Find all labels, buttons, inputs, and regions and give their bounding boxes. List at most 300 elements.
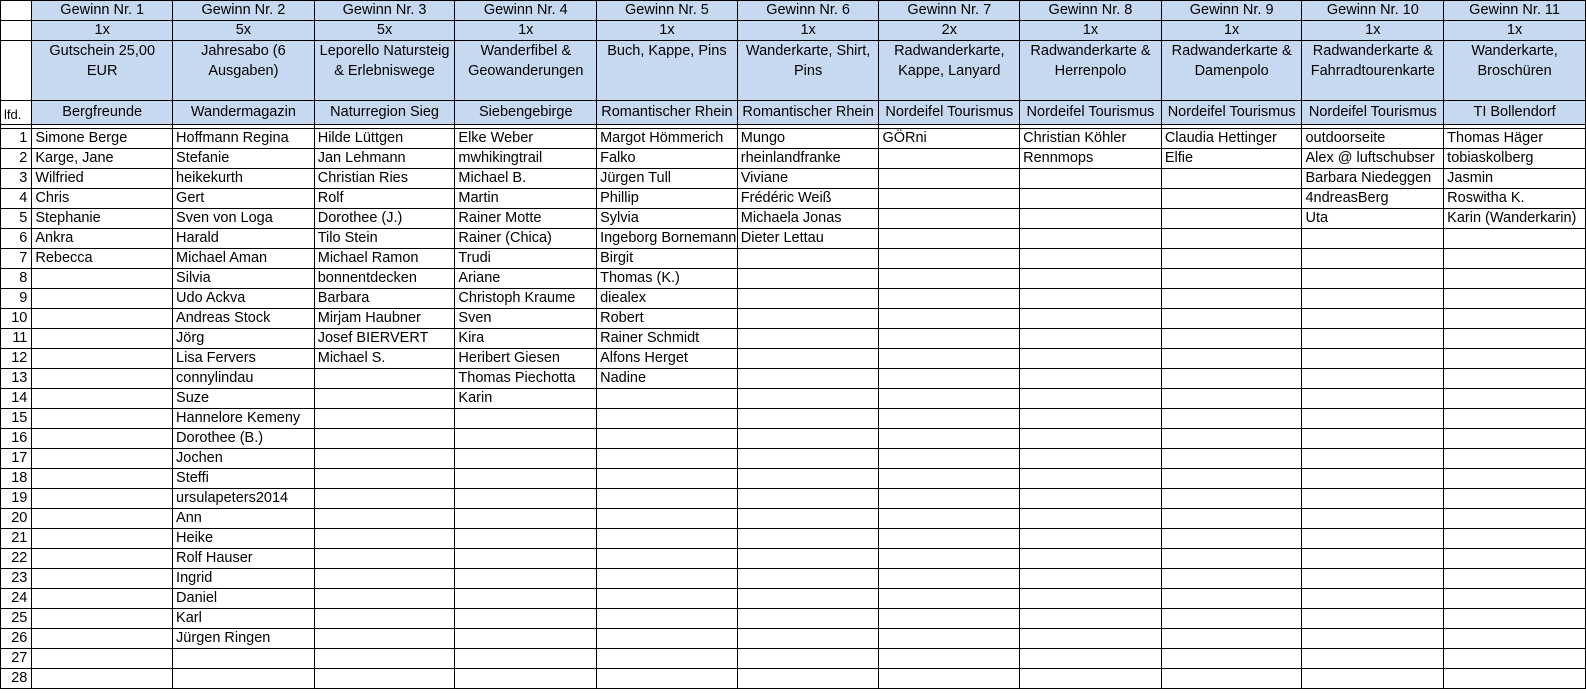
participant-name-cell[interactable]: Heribert Giesen <box>455 349 597 369</box>
participant-name-cell[interactable]: Karin <box>455 389 597 409</box>
row-number[interactable]: 18 <box>1 469 32 489</box>
prize-description-cell[interactable]: Wanderkarte, Broschüren <box>1444 41 1586 101</box>
participant-name-cell[interactable] <box>879 249 1020 269</box>
participant-name-cell[interactable]: mwhikingtrail <box>455 149 597 169</box>
participant-name-cell[interactable] <box>1020 609 1162 629</box>
participant-name-cell[interactable] <box>879 349 1020 369</box>
participant-name-cell[interactable] <box>597 669 738 689</box>
participant-name-cell[interactable] <box>597 569 738 589</box>
participant-name-cell[interactable] <box>1302 429 1444 449</box>
participant-name-cell[interactable] <box>737 469 879 489</box>
prize-count-cell[interactable]: 1x <box>1020 21 1162 41</box>
participant-name-cell[interactable] <box>737 549 879 569</box>
participant-name-cell[interactable]: Rolf <box>314 189 455 209</box>
participant-name-cell[interactable] <box>455 669 597 689</box>
participant-name-cell[interactable] <box>1302 289 1444 309</box>
participant-name-cell[interactable] <box>1444 369 1586 389</box>
participant-name-cell[interactable]: Michaela Jonas <box>737 209 879 229</box>
participant-name-cell[interactable] <box>32 629 173 649</box>
participant-name-cell[interactable] <box>32 449 173 469</box>
participant-name-cell[interactable]: Wilfried <box>32 169 173 189</box>
participant-name-cell[interactable] <box>1302 589 1444 609</box>
participant-name-cell[interactable] <box>1161 289 1302 309</box>
participant-name-cell[interactable] <box>1444 449 1586 469</box>
participant-name-cell[interactable] <box>1020 309 1162 329</box>
participant-name-cell[interactable]: rheinlandfranke <box>737 149 879 169</box>
participant-name-cell[interactable] <box>737 409 879 429</box>
participant-name-cell[interactable] <box>879 649 1020 669</box>
participant-name-cell[interactable]: Jürgen Tull <box>597 169 738 189</box>
participant-name-cell[interactable] <box>1161 649 1302 669</box>
participant-name-cell[interactable]: Steffi <box>173 469 315 489</box>
prize-description-cell[interactable]: Leporello Natursteig & Erlebniswege <box>314 41 455 101</box>
participant-name-cell[interactable] <box>1302 409 1444 429</box>
participant-name-cell[interactable] <box>879 329 1020 349</box>
participant-name-cell[interactable] <box>879 669 1020 689</box>
prize-count-cell[interactable]: 1x <box>455 21 597 41</box>
participant-name-cell[interactable] <box>1020 629 1162 649</box>
participant-name-cell[interactable]: Michael Aman <box>173 249 315 269</box>
participant-name-cell[interactable] <box>1020 589 1162 609</box>
participant-name-cell[interactable]: Sven von Loga <box>173 209 315 229</box>
participant-name-cell[interactable]: Robert <box>597 309 738 329</box>
participant-name-cell[interactable] <box>455 469 597 489</box>
row-number[interactable]: 14 <box>1 389 32 409</box>
participant-name-cell[interactable] <box>737 309 879 329</box>
participant-name-cell[interactable] <box>32 549 173 569</box>
row-number[interactable]: 28 <box>1 669 32 689</box>
prize-description-cell[interactable]: Radwanderkarte, Kappe, Lanyard <box>879 41 1020 101</box>
participant-name-cell[interactable] <box>314 489 455 509</box>
row-number[interactable]: 2 <box>1 149 32 169</box>
participant-name-cell[interactable] <box>32 369 173 389</box>
participant-name-cell[interactable] <box>1020 349 1162 369</box>
participant-name-cell[interactable]: Christoph Kraume <box>455 289 597 309</box>
participant-name-cell[interactable]: Daniel <box>173 589 315 609</box>
participant-name-cell[interactable] <box>1302 629 1444 649</box>
participant-name-cell[interactable] <box>1161 269 1302 289</box>
participant-name-cell[interactable] <box>32 609 173 629</box>
participant-name-cell[interactable] <box>173 649 315 669</box>
participant-name-cell[interactable] <box>1020 649 1162 669</box>
participant-name-cell[interactable] <box>455 529 597 549</box>
participant-name-cell[interactable] <box>173 669 315 689</box>
participant-name-cell[interactable] <box>1020 569 1162 589</box>
row-number[interactable]: 8 <box>1 269 32 289</box>
participant-name-cell[interactable] <box>32 409 173 429</box>
participant-name-cell[interactable] <box>879 469 1020 489</box>
participant-name-cell[interactable]: Dorothee (B.) <box>173 429 315 449</box>
participant-name-cell[interactable] <box>597 549 738 569</box>
prize-count-cell[interactable]: 5x <box>173 21 315 41</box>
participant-name-cell[interactable]: Sven <box>455 309 597 329</box>
participant-name-cell[interactable] <box>32 289 173 309</box>
participant-name-cell[interactable] <box>879 409 1020 429</box>
prize-number-cell[interactable]: Gewinn Nr. 6 <box>737 1 879 21</box>
participant-name-cell[interactable]: Thomas Häger <box>1444 129 1586 149</box>
participant-name-cell[interactable]: Margot Hömmerich <box>597 129 738 149</box>
row-number[interactable]: 12 <box>1 349 32 369</box>
participant-name-cell[interactable]: Chris <box>32 189 173 209</box>
participant-name-cell[interactable]: Michael B. <box>455 169 597 189</box>
participant-name-cell[interactable] <box>1444 529 1586 549</box>
row-number[interactable]: 5 <box>1 209 32 229</box>
participant-name-cell[interactable] <box>1302 509 1444 529</box>
participant-name-cell[interactable]: Michael S. <box>314 349 455 369</box>
participant-name-cell[interactable]: diealex <box>597 289 738 309</box>
participant-name-cell[interactable] <box>1444 649 1586 669</box>
participant-name-cell[interactable] <box>314 469 455 489</box>
participant-name-cell[interactable] <box>1020 429 1162 449</box>
participant-name-cell[interactable] <box>1020 249 1162 269</box>
participant-name-cell[interactable] <box>597 529 738 549</box>
participant-name-cell[interactable] <box>1020 209 1162 229</box>
participant-name-cell[interactable] <box>879 389 1020 409</box>
participant-name-cell[interactable]: heikekurth <box>173 169 315 189</box>
participant-name-cell[interactable] <box>879 629 1020 649</box>
participant-name-cell[interactable] <box>1444 229 1586 249</box>
participant-name-cell[interactable]: Alex @ luftschubser <box>1302 149 1444 169</box>
participant-name-cell[interactable]: Stephanie <box>32 209 173 229</box>
participant-name-cell[interactable] <box>737 509 879 529</box>
participant-name-cell[interactable] <box>737 669 879 689</box>
participant-name-cell[interactable] <box>1161 329 1302 349</box>
participant-name-cell[interactable] <box>1302 529 1444 549</box>
participant-name-cell[interactable] <box>1302 549 1444 569</box>
participant-name-cell[interactable]: Martin <box>455 189 597 209</box>
participant-name-cell[interactable] <box>314 569 455 589</box>
participant-name-cell[interactable] <box>1161 249 1302 269</box>
participant-name-cell[interactable] <box>879 589 1020 609</box>
row-number[interactable]: 24 <box>1 589 32 609</box>
participant-name-cell[interactable] <box>314 409 455 429</box>
participant-name-cell[interactable] <box>1161 169 1302 189</box>
sponsor-cell[interactable]: Wandermagazin <box>173 101 315 125</box>
participant-name-cell[interactable]: Thomas (K.) <box>597 269 738 289</box>
participant-name-cell[interactable]: bonnentdecken <box>314 269 455 289</box>
participant-name-cell[interactable] <box>737 369 879 389</box>
row-number[interactable]: 10 <box>1 309 32 329</box>
participant-name-cell[interactable] <box>737 289 879 309</box>
participant-name-cell[interactable]: Uta <box>1302 209 1444 229</box>
row-number[interactable]: 1 <box>1 129 32 149</box>
participant-name-cell[interactable] <box>32 589 173 609</box>
participant-name-cell[interactable] <box>1161 469 1302 489</box>
participant-name-cell[interactable] <box>1302 229 1444 249</box>
participant-name-cell[interactable] <box>1161 629 1302 649</box>
participant-name-cell[interactable] <box>879 489 1020 509</box>
participant-name-cell[interactable] <box>597 389 738 409</box>
participant-name-cell[interactable] <box>1444 389 1586 409</box>
participant-name-cell[interactable] <box>1020 669 1162 689</box>
sponsor-cell[interactable]: Romantischer Rhein <box>737 101 879 125</box>
participant-name-cell[interactable] <box>1302 369 1444 389</box>
participant-name-cell[interactable] <box>737 249 879 269</box>
prize-description-cell[interactable]: Radwanderkarte & Damenpolo <box>1161 41 1302 101</box>
participant-name-cell[interactable]: Elfie <box>1161 149 1302 169</box>
participant-name-cell[interactable]: Hilde Lüttgen <box>314 129 455 149</box>
participant-name-cell[interactable] <box>597 589 738 609</box>
participant-name-cell[interactable] <box>879 449 1020 469</box>
participant-name-cell[interactable] <box>32 429 173 449</box>
participant-name-cell[interactable] <box>1161 409 1302 429</box>
participant-name-cell[interactable] <box>1302 349 1444 369</box>
participant-name-cell[interactable]: Suze <box>173 389 315 409</box>
participant-name-cell[interactable] <box>879 189 1020 209</box>
participant-name-cell[interactable] <box>32 489 173 509</box>
participant-name-cell[interactable] <box>1444 329 1586 349</box>
participant-name-cell[interactable] <box>1161 589 1302 609</box>
participant-name-cell[interactable] <box>597 429 738 449</box>
participant-name-cell[interactable] <box>1444 609 1586 629</box>
participant-name-cell[interactable]: Andreas Stock <box>173 309 315 329</box>
participant-name-cell[interactable]: Jürgen Ringen <box>173 629 315 649</box>
participant-name-cell[interactable] <box>597 469 738 489</box>
participant-name-cell[interactable] <box>737 569 879 589</box>
participant-name-cell[interactable] <box>1302 469 1444 489</box>
participant-name-cell[interactable] <box>1020 509 1162 529</box>
prize-number-cell[interactable]: Gewinn Nr. 2 <box>173 1 315 21</box>
participant-name-cell[interactable]: Barbara <box>314 289 455 309</box>
participant-name-cell[interactable]: Hoffmann Regina <box>173 129 315 149</box>
participant-name-cell[interactable] <box>314 609 455 629</box>
participant-name-cell[interactable] <box>314 589 455 609</box>
participant-name-cell[interactable] <box>1020 369 1162 389</box>
participant-name-cell[interactable] <box>1302 329 1444 349</box>
corner-cell[interactable] <box>1 1 32 21</box>
participant-name-cell[interactable] <box>879 609 1020 629</box>
row-number[interactable]: 27 <box>1 649 32 669</box>
participant-name-cell[interactable] <box>1161 489 1302 509</box>
participant-name-cell[interactable] <box>879 269 1020 289</box>
participant-name-cell[interactable] <box>1161 429 1302 449</box>
prize-number-cell[interactable]: Gewinn Nr. 11 <box>1444 1 1586 21</box>
participant-name-cell[interactable] <box>1302 649 1444 669</box>
participant-name-cell[interactable]: Rainer (Chica) <box>455 229 597 249</box>
participant-name-cell[interactable] <box>314 429 455 449</box>
prize-description-cell[interactable]: Jahresabo (6 Ausgaben) <box>173 41 315 101</box>
participant-name-cell[interactable] <box>1161 369 1302 389</box>
row-number[interactable]: 7 <box>1 249 32 269</box>
participant-name-cell[interactable] <box>455 649 597 669</box>
participant-name-cell[interactable]: Rennmops <box>1020 149 1162 169</box>
participant-name-cell[interactable] <box>1444 589 1586 609</box>
participant-name-cell[interactable]: Falko <box>597 149 738 169</box>
prize-description-cell[interactable]: Radwanderkarte & Fahrradtourenkarte <box>1302 41 1444 101</box>
participant-name-cell[interactable] <box>314 369 455 389</box>
participant-name-cell[interactable]: Nadine <box>597 369 738 389</box>
participant-name-cell[interactable] <box>1020 469 1162 489</box>
participant-name-cell[interactable]: Elke Weber <box>455 129 597 149</box>
participant-name-cell[interactable]: Harald <box>173 229 315 249</box>
participant-name-cell[interactable]: Thomas Piechotta <box>455 369 597 389</box>
participant-name-cell[interactable] <box>1020 229 1162 249</box>
participant-name-cell[interactable] <box>1161 669 1302 689</box>
prize-count-cell[interactable]: 1x <box>1161 21 1302 41</box>
prize-number-cell[interactable]: Gewinn Nr. 4 <box>455 1 597 21</box>
participant-name-cell[interactable] <box>879 149 1020 169</box>
participant-name-cell[interactable]: Barbara Niedeggen <box>1302 169 1444 189</box>
corner-cell[interactable] <box>1 41 32 101</box>
row-number[interactable]: 17 <box>1 449 32 469</box>
participant-name-cell[interactable] <box>1161 569 1302 589</box>
participant-name-cell[interactable]: Stefanie <box>173 149 315 169</box>
participant-name-cell[interactable] <box>32 669 173 689</box>
participant-name-cell[interactable]: Michael Ramon <box>314 249 455 269</box>
participant-name-cell[interactable] <box>737 349 879 369</box>
participant-name-cell[interactable] <box>1302 249 1444 269</box>
participant-name-cell[interactable] <box>32 269 173 289</box>
row-number[interactable]: 9 <box>1 289 32 309</box>
participant-name-cell[interactable] <box>879 549 1020 569</box>
participant-name-cell[interactable] <box>1302 609 1444 629</box>
prize-count-cell[interactable]: 1x <box>32 21 173 41</box>
participant-name-cell[interactable] <box>879 229 1020 249</box>
participant-name-cell[interactable] <box>455 629 597 649</box>
participant-name-cell[interactable] <box>879 289 1020 309</box>
prize-number-cell[interactable]: Gewinn Nr. 3 <box>314 1 455 21</box>
participant-name-cell[interactable] <box>1302 309 1444 329</box>
participant-name-cell[interactable] <box>879 509 1020 529</box>
participant-name-cell[interactable] <box>1020 549 1162 569</box>
participant-name-cell[interactable] <box>455 509 597 529</box>
participant-name-cell[interactable] <box>314 629 455 649</box>
prize-number-cell[interactable]: Gewinn Nr. 8 <box>1020 1 1162 21</box>
row-number[interactable]: 26 <box>1 629 32 649</box>
prize-number-cell[interactable]: Gewinn Nr. 7 <box>879 1 1020 21</box>
row-number[interactable]: 16 <box>1 429 32 449</box>
participant-name-cell[interactable]: Tilo Stein <box>314 229 455 249</box>
participant-name-cell[interactable] <box>1020 189 1162 209</box>
participant-name-cell[interactable]: Silvia <box>173 269 315 289</box>
participant-name-cell[interactable] <box>597 509 738 529</box>
prize-description-cell[interactable]: Radwanderkarte & Herrenpolo <box>1020 41 1162 101</box>
participant-name-cell[interactable] <box>737 449 879 469</box>
participant-name-cell[interactable] <box>737 269 879 289</box>
participant-name-cell[interactable] <box>1302 449 1444 469</box>
participant-name-cell[interactable] <box>1444 309 1586 329</box>
participant-name-cell[interactable] <box>737 389 879 409</box>
prize-number-cell[interactable]: Gewinn Nr. 5 <box>597 1 738 21</box>
participant-name-cell[interactable]: GÖRni <box>879 129 1020 149</box>
participant-name-cell[interactable] <box>1444 489 1586 509</box>
participant-name-cell[interactable] <box>1444 409 1586 429</box>
participant-name-cell[interactable] <box>32 649 173 669</box>
participant-name-cell[interactable] <box>32 569 173 589</box>
participant-name-cell[interactable] <box>1161 349 1302 369</box>
participant-name-cell[interactable] <box>1302 269 1444 289</box>
participant-name-cell[interactable] <box>1020 389 1162 409</box>
participant-name-cell[interactable] <box>879 429 1020 449</box>
participant-name-cell[interactable] <box>597 449 738 469</box>
participant-name-cell[interactable] <box>455 569 597 589</box>
participant-name-cell[interactable]: Mungo <box>737 129 879 149</box>
participant-name-cell[interactable]: Jochen <box>173 449 315 469</box>
participant-name-cell[interactable] <box>455 609 597 629</box>
corner-cell[interactable] <box>1 21 32 41</box>
participant-name-cell[interactable] <box>737 649 879 669</box>
sponsor-cell[interactable]: Bergfreunde <box>32 101 173 125</box>
row-number[interactable]: 25 <box>1 609 32 629</box>
participant-name-cell[interactable] <box>1444 349 1586 369</box>
participant-name-cell[interactable] <box>879 309 1020 329</box>
row-number[interactable]: 23 <box>1 569 32 589</box>
participant-name-cell[interactable]: Rainer Schmidt <box>597 329 738 349</box>
participant-name-cell[interactable]: 4ndreasBerg <box>1302 189 1444 209</box>
participant-name-cell[interactable] <box>32 389 173 409</box>
participant-name-cell[interactable]: ursulapeters2014 <box>173 489 315 509</box>
participant-name-cell[interactable]: Mirjam Haubner <box>314 309 455 329</box>
participant-name-cell[interactable]: Rolf Hauser <box>173 549 315 569</box>
participant-name-cell[interactable]: Ankra <box>32 229 173 249</box>
participant-name-cell[interactable] <box>1161 189 1302 209</box>
participant-name-cell[interactable]: Alfons Herget <box>597 349 738 369</box>
participant-name-cell[interactable]: outdoorseite <box>1302 129 1444 149</box>
sponsor-cell[interactable]: Nordeifel Tourismus <box>1302 101 1444 125</box>
participant-name-cell[interactable] <box>314 529 455 549</box>
participant-name-cell[interactable]: Lisa Fervers <box>173 349 315 369</box>
participant-name-cell[interactable]: Karl <box>173 609 315 629</box>
participant-name-cell[interactable] <box>455 409 597 429</box>
participant-name-cell[interactable]: Phillip <box>597 189 738 209</box>
participant-name-cell[interactable]: Ariane <box>455 269 597 289</box>
participant-name-cell[interactable]: Birgit <box>597 249 738 269</box>
participant-name-cell[interactable] <box>1444 629 1586 649</box>
participant-name-cell[interactable] <box>1161 229 1302 249</box>
participant-name-cell[interactable] <box>1302 489 1444 509</box>
participant-name-cell[interactable]: Rebecca <box>32 249 173 269</box>
participant-name-cell[interactable] <box>737 629 879 649</box>
participant-name-cell[interactable]: tobiaskolberg <box>1444 149 1586 169</box>
participant-name-cell[interactable]: Simone Berge <box>32 129 173 149</box>
row-number[interactable]: 15 <box>1 409 32 429</box>
participant-name-cell[interactable] <box>1161 609 1302 629</box>
prize-number-cell[interactable]: Gewinn Nr. 1 <box>32 1 173 21</box>
participant-name-cell[interactable] <box>1161 209 1302 229</box>
participant-name-cell[interactable] <box>1161 529 1302 549</box>
participant-name-cell[interactable]: Trudi <box>455 249 597 269</box>
row-number[interactable]: 4 <box>1 189 32 209</box>
lfd-header[interactable]: lfd. <box>1 101 32 125</box>
participant-name-cell[interactable] <box>879 369 1020 389</box>
participant-name-cell[interactable]: Josef BIERVERT <box>314 329 455 349</box>
prize-count-cell[interactable]: 5x <box>314 21 455 41</box>
participant-name-cell[interactable] <box>1161 309 1302 329</box>
participant-name-cell[interactable]: Kira <box>455 329 597 349</box>
participant-name-cell[interactable]: Karin (Wanderkarin) <box>1444 209 1586 229</box>
sponsor-cell[interactable]: Nordeifel Tourismus <box>1020 101 1162 125</box>
row-number[interactable]: 20 <box>1 509 32 529</box>
participant-name-cell[interactable] <box>737 429 879 449</box>
participant-name-cell[interactable] <box>879 569 1020 589</box>
participant-name-cell[interactable] <box>737 489 879 509</box>
participant-name-cell[interactable] <box>455 449 597 469</box>
participant-name-cell[interactable]: Heike <box>173 529 315 549</box>
participant-name-cell[interactable] <box>597 489 738 509</box>
participant-name-cell[interactable] <box>879 209 1020 229</box>
prize-count-cell[interactable]: 1x <box>1302 21 1444 41</box>
participant-name-cell[interactable] <box>879 169 1020 189</box>
participant-name-cell[interactable] <box>314 449 455 469</box>
participant-name-cell[interactable] <box>1020 289 1162 309</box>
participant-name-cell[interactable] <box>1444 669 1586 689</box>
participant-name-cell[interactable] <box>1444 249 1586 269</box>
prize-description-cell[interactable]: Wanderkarte, Shirt, Pins <box>737 41 879 101</box>
participant-name-cell[interactable] <box>1444 429 1586 449</box>
row-number[interactable]: 3 <box>1 169 32 189</box>
prize-count-cell[interactable]: 1x <box>1444 21 1586 41</box>
participant-name-cell[interactable] <box>1444 469 1586 489</box>
